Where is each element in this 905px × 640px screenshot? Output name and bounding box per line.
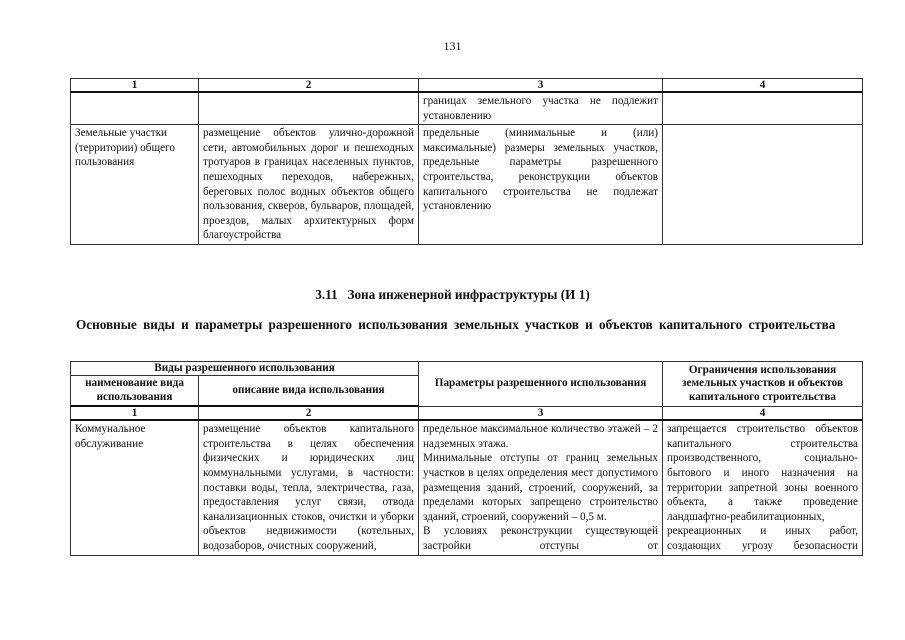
cell-parameters: предельные (минимальные и (или) максимальные) размеры земельных участков, предельные параметры разрешенного строительства, реконструкции объектов капитального строительства не подлежат установлению — [419, 125, 663, 245]
zone-heading: 3.11 Зона инженерной инфраструктуры (И 1) — [315, 287, 590, 302]
cell-use-name: Земельные участки (территории) общего пользования — [71, 125, 199, 245]
column-number-row — [71, 406, 863, 420]
page-number: 131 — [443, 39, 462, 53]
cell-parameters: границах земельного участка не подлежит установлению — [419, 92, 663, 125]
header-use-description: описание вида использования — [199, 376, 419, 406]
cell-use-description: размещение объектов улично-дорожной сети, автомобильных дорог и пешеходных тротуаров в границах населенных пунктов, пешеходных переходов, набережных, береговых полос водных объектов общего пользования, скверов, бульваров, площадей, проездов, малых архитектурных форм благоустройства — [199, 125, 419, 245]
cell-restrictions — [663, 125, 863, 245]
cell-restrictions — [663, 420, 863, 555]
col-number: 3 — [419, 79, 663, 93]
table-row — [71, 125, 863, 245]
col-number: 1 — [71, 406, 199, 420]
section-title: Основные виды и параметры разрешенного использования земельных участков и объектов капитального строительства — [76, 317, 836, 332]
header-use-types: Виды разрешенного использования — [71, 362, 419, 376]
col-number: 3 — [419, 406, 663, 420]
header-restrictions: Ограничения использования земельных участков и объектов капитального строительства — [663, 362, 863, 407]
header-use-name: наименование вида использования — [71, 376, 199, 406]
col-number: 2 — [199, 79, 419, 93]
restrictions-paragraph: рекреационных и иных работ, создающих угрозу безопасности — [667, 525, 859, 552]
restrictions-paragraph: запрещается строительство объектов капитального строительства производственного, социально-бытового и иного назначения на территории запретной зоны военного объекта, а также проведение ландшафтно-реабилитационных, — [667, 423, 859, 523]
col-number: 2 — [199, 406, 419, 420]
parameters-paragraph: предельное максимальное количество этажей – 2 надземных этажа. — [423, 423, 659, 450]
header-parameters: Параметры разрешенного использования — [419, 362, 663, 407]
cell-restrictions — [663, 92, 863, 125]
column-number-row — [71, 79, 863, 93]
header-row — [71, 362, 863, 376]
parameters-paragraph: В условиях реконструкции существующей застройки отступы от — [423, 525, 659, 552]
cell-parameters — [419, 420, 663, 555]
table-row — [71, 420, 863, 555]
cell-use-name — [71, 92, 199, 125]
col-number: 4 — [663, 79, 863, 93]
cell-use-description: размещение объектов капитального строительства в целях обеспечения физических и юридических лиц коммунальными услугами, в частности: поставки воды, тепла, электричества, газа, предоставления услуг связи, отвода канализационных стоков, очистки и уборки объектов недвижимости (котельных, водозаборов, очистных сооружений, — [199, 420, 419, 555]
continued-table — [70, 78, 863, 245]
cell-use-description — [199, 92, 419, 125]
cell-use-name: Коммунальное обслуживание — [71, 420, 199, 555]
col-number: 4 — [663, 406, 863, 420]
col-number: 1 — [71, 79, 199, 93]
table-row — [71, 92, 863, 125]
zone-uses-table — [70, 361, 863, 556]
parameters-paragraph: Минимальные отступы от границ земельных участков в целях определения мест допустимого размещения зданий, строений, сооружений, за пределами которых запрещено строительство зданий, строений, сооружений – 0,5 м. — [423, 452, 659, 523]
